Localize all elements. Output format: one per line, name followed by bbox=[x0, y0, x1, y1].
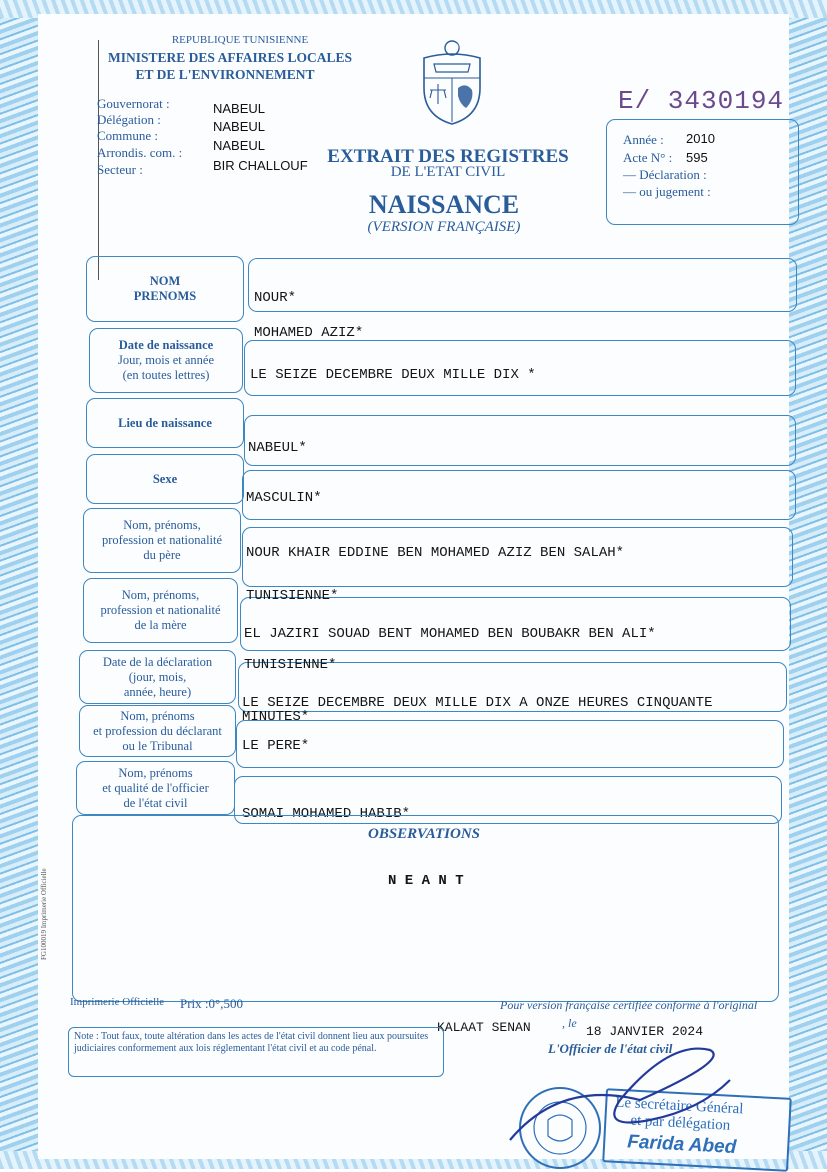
title-line-1: EXTRAIT DES REGISTRES bbox=[327, 146, 569, 167]
republic-label: REPUBLIQUE TUNISIENNE bbox=[171, 34, 309, 46]
jugement-label: — ou jugement : bbox=[623, 184, 711, 199]
issue-le-label: , le bbox=[562, 1016, 577, 1030]
observations-value: N E A N T bbox=[388, 873, 464, 889]
version-label: (VERSION FRANÇAISE) bbox=[367, 219, 521, 235]
stamp-line-3: Farida Abed bbox=[626, 1131, 737, 1159]
mere-value: EL JAZIRI SOUAD BENT MOHAMED BEN BOUBAKR BEN ALI* bbox=[244, 626, 656, 642]
commune-label: Commune : bbox=[97, 128, 159, 143]
arrondissement-label: Arrondis. com. : bbox=[97, 145, 183, 160]
acte-number-label: Acte N° : bbox=[623, 150, 673, 165]
sexe-value-box bbox=[242, 470, 796, 520]
date-label-2: Jour, mois et année bbox=[117, 353, 214, 367]
stamp-line-1: Le secrétaire Général bbox=[614, 1094, 744, 1118]
gouvernorat-value: NABEUL bbox=[213, 101, 266, 116]
lieu-label-cell bbox=[86, 398, 244, 448]
prenoms-label: PRENOMS bbox=[133, 289, 197, 303]
date-naissance-value: LE SEIZE DECEMBRE DEUX MILLE DIX * bbox=[250, 367, 536, 383]
nom-value: NOUR* bbox=[254, 290, 297, 306]
ministry-line-2: ET DE L'ENVIRONNEMENT bbox=[135, 67, 315, 82]
form-code: FG100019 Imprimerie Officielle bbox=[40, 868, 48, 960]
ministry-line-1: MINISTERE DES AFFAIRES LOCALES bbox=[108, 50, 352, 65]
left-security-border bbox=[0, 0, 38, 1169]
pere-label-cell bbox=[83, 508, 241, 573]
decl-label-3: année, heure) bbox=[123, 684, 192, 699]
annee-label: Année : bbox=[623, 132, 664, 147]
declarant-label-3: ou le Tribunal bbox=[122, 738, 193, 753]
title-line-2: DE L'ETAT CIVIL bbox=[390, 164, 506, 180]
lieu-label: Lieu de naissance bbox=[118, 415, 212, 430]
document-type-title: NAISSANCE bbox=[368, 190, 520, 219]
declarant-label-cell bbox=[79, 705, 236, 757]
certified-statement: Pour version française certifiée conforme à l'original bbox=[500, 998, 758, 1012]
sexe-label-cell bbox=[86, 454, 244, 504]
observations-title: OBSERVATIONS bbox=[368, 826, 480, 842]
annee-value: 2010 bbox=[686, 131, 715, 146]
nom-label: NOM bbox=[149, 274, 181, 288]
declaration-label-cell bbox=[79, 650, 236, 704]
declaration-label: — Déclaration : bbox=[623, 167, 707, 182]
commune-value: NABEUL bbox=[213, 138, 266, 153]
observations-box bbox=[72, 815, 779, 1002]
lieu-value-box bbox=[244, 415, 796, 466]
price-label: Prix :0°,500 bbox=[180, 996, 243, 1011]
officier-label-1: Nom, prénoms bbox=[118, 765, 193, 780]
mere-label-3: de la mère bbox=[134, 618, 187, 632]
gouvernorat-label: Gouvernorat : bbox=[97, 96, 170, 111]
sexe-value: MASCULIN* bbox=[246, 490, 322, 506]
date-label-1: Date de naissance bbox=[118, 338, 214, 352]
nom-value-box bbox=[248, 258, 797, 312]
handwritten-signature bbox=[500, 1040, 750, 1160]
prenoms-value: MOHAMED AZIZ* bbox=[254, 325, 364, 341]
officier-value: SOMAI MOHAMED HABIB* bbox=[242, 806, 411, 822]
mere-nationality-value: TUNISIENNE* bbox=[244, 657, 337, 673]
declarant-label-2: et profession du déclarant bbox=[93, 723, 222, 738]
officier-label-cell bbox=[76, 761, 235, 815]
delegation-value: NABEUL bbox=[213, 119, 266, 134]
pere-label-2: profession et nationalité bbox=[101, 533, 223, 547]
decl-label-1: Date de la déclaration bbox=[102, 654, 213, 669]
printer-label: Imprimerie Officielle bbox=[70, 996, 165, 1008]
officer-title: L'Officier de l'état civil bbox=[548, 1041, 673, 1056]
nom-prenoms-label-cell bbox=[86, 256, 244, 322]
declarant-value: LE PERE* bbox=[242, 738, 310, 754]
declarant-value-box bbox=[236, 720, 784, 768]
pere-value: NOUR KHAIR EDDINE BEN MOHAMED AZIZ BEN SALAH* bbox=[246, 545, 625, 561]
decl-label-2: (jour, mois, bbox=[128, 669, 187, 684]
delegation-label: Délégation : bbox=[97, 112, 161, 127]
secteur-value: BIR CHALLOUF bbox=[213, 158, 308, 173]
officier-label-3: de l'état civil bbox=[123, 795, 188, 810]
officier-label-2: et qualité de l'officier bbox=[102, 780, 209, 795]
date-label-3: (en toutes lettres) bbox=[122, 368, 210, 382]
declaration-value-line-2: MINUTES* bbox=[242, 709, 310, 725]
pere-label-1: Nom, prénoms, bbox=[123, 518, 201, 532]
mere-label-2: profession et nationalité bbox=[100, 603, 221, 617]
stamp-line-2: et par délégation bbox=[629, 1112, 731, 1134]
issue-place: KALAAT SENAN bbox=[437, 1020, 531, 1035]
serial-number: E/ 3430194 bbox=[618, 86, 785, 116]
issue-date: 18 JANVIER 2024 bbox=[586, 1024, 704, 1039]
declaration-value-line-1: LE SEIZE DECEMBRE DEUX MILLE DIX A ONZE HEURES CINQUANTE bbox=[242, 695, 713, 711]
lieu-value: NABEUL* bbox=[248, 440, 307, 456]
mere-value-box bbox=[240, 597, 791, 651]
date-naissance-label-cell bbox=[89, 328, 243, 393]
pere-nationality-value: TUNISIENNE* bbox=[246, 588, 339, 604]
declarant-label-1: Nom, prénoms bbox=[120, 708, 195, 723]
sexe-label: Sexe bbox=[152, 471, 178, 486]
secteur-label: Secteur : bbox=[97, 162, 143, 177]
legal-note: Note : Tout faux, toute altération dans les actes de l'état civil donnent lieu aux poursuites judiciaires conformement aux lois réglementant l'état civil et au code pénal. bbox=[74, 1031, 429, 1054]
pere-label-3: du père bbox=[143, 548, 181, 562]
tunisia-coat-of-arms-icon bbox=[418, 38, 486, 128]
mere-label-cell bbox=[83, 578, 238, 643]
acte-number-value: 595 bbox=[686, 150, 708, 165]
mere-label-1: Nom, prénoms, bbox=[121, 588, 200, 602]
